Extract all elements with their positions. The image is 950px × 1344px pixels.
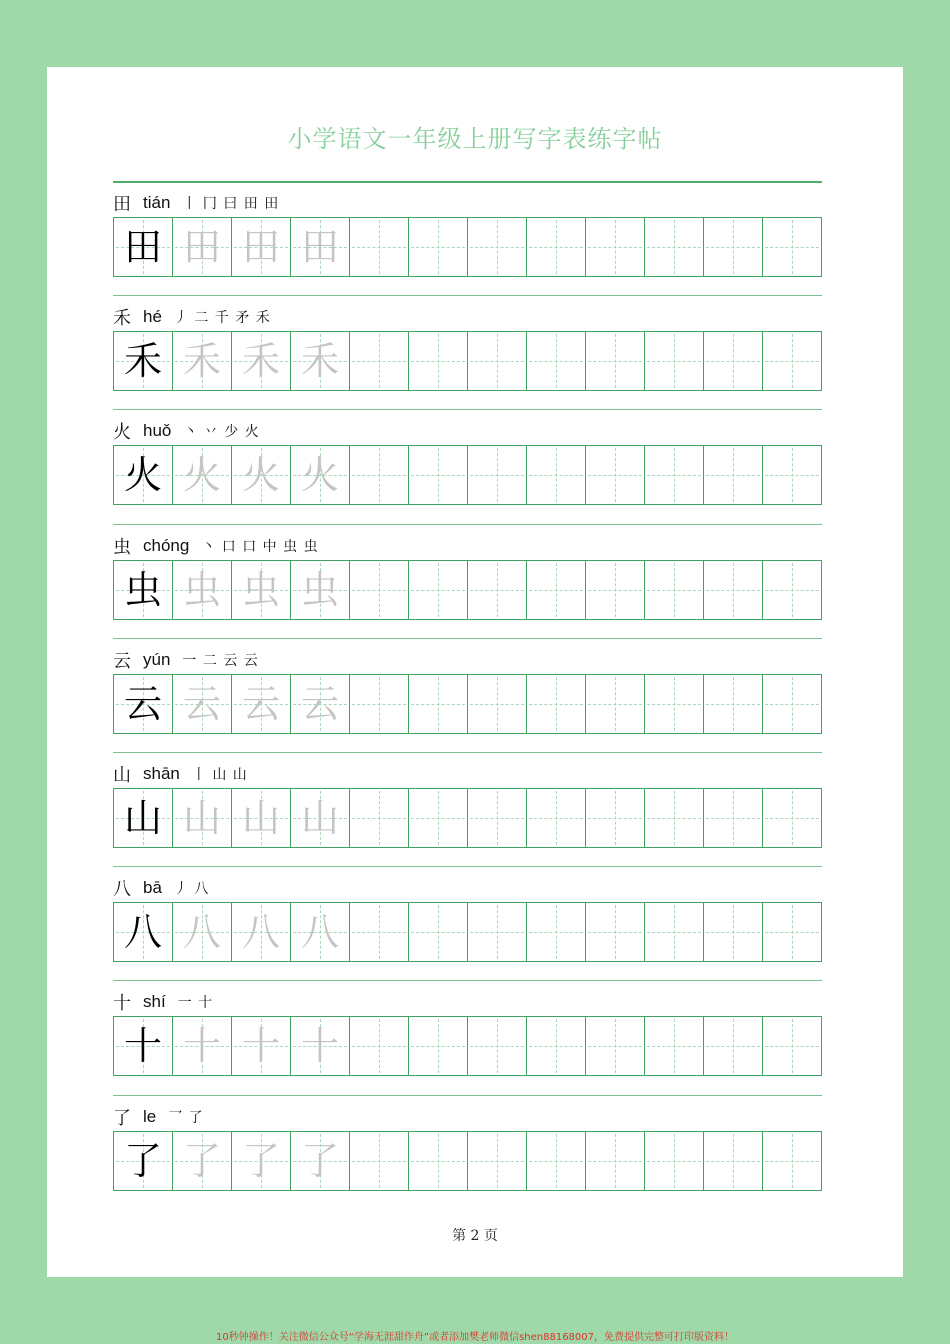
practice-row	[113, 295, 822, 409]
trace-character-cell	[231, 1017, 290, 1075]
practice-row	[113, 1095, 822, 1209]
row-divider	[113, 638, 822, 639]
empty-writing-cell[interactable]	[703, 218, 762, 276]
pinyin-label: huǒ	[143, 421, 172, 441]
empty-writing-cell[interactable]	[349, 1017, 408, 1075]
page-title: 小学语文一年级上册写字表练字帖	[287, 125, 663, 153]
writing-grid	[113, 788, 822, 848]
character-info	[113, 989, 213, 1015]
character-info	[113, 647, 259, 673]
trace-character-cell	[172, 1017, 231, 1075]
empty-writing-cell[interactable]	[467, 561, 526, 619]
trace-character-cell	[290, 675, 349, 733]
character-label: 虫	[113, 536, 131, 558]
empty-writing-cell[interactable]	[585, 1017, 644, 1075]
trace-character-cell	[290, 218, 349, 276]
empty-writing-cell[interactable]	[349, 561, 408, 619]
model-character-cell	[114, 675, 172, 733]
stroke-order: 乛 了	[168, 1109, 204, 1126]
trace-character-cell	[290, 332, 349, 390]
character-label: 山	[113, 764, 131, 786]
row-divider	[113, 409, 822, 410]
pinyin-label: hé	[143, 307, 162, 327]
trace-character-cell	[172, 789, 231, 847]
empty-writing-cell[interactable]	[762, 1132, 821, 1190]
writing-grid	[113, 217, 822, 277]
character-info	[113, 761, 248, 787]
pinyin-label: shān	[143, 763, 180, 783]
character-info	[113, 1104, 204, 1130]
trace-character-cell	[231, 332, 290, 390]
trace-character: 了	[300, 1138, 339, 1183]
empty-writing-cell[interactable]	[644, 1017, 703, 1075]
trace-character-cell	[231, 218, 290, 276]
writing-grid	[113, 674, 822, 734]
footer-notice: 10秒钟操作！关注微信公众号“学海无涯甜作舟”或者添加樊老师微信shen88168007，免费提供完整可打印版资料！	[215, 1332, 735, 1343]
empty-writing-cell[interactable]	[762, 789, 821, 847]
stroke-order: 丨 山 山	[191, 766, 248, 783]
model-character-cell	[114, 332, 172, 390]
trace-character: 八	[241, 910, 280, 955]
row-divider	[113, 524, 822, 525]
trace-character-cell	[231, 561, 290, 619]
practice-row	[113, 638, 822, 752]
empty-writing-cell[interactable]	[703, 675, 762, 733]
empty-writing-cell[interactable]	[644, 1132, 703, 1190]
model-character: 山	[123, 795, 162, 840]
worksheet-page	[47, 67, 903, 1277]
empty-writing-cell[interactable]	[526, 446, 585, 504]
character-label: 八	[113, 879, 131, 901]
empty-writing-cell[interactable]	[644, 561, 703, 619]
trace-character-cell	[172, 561, 231, 619]
empty-writing-cell[interactable]	[585, 675, 644, 733]
empty-writing-cell[interactable]	[585, 446, 644, 504]
trace-character: 禾	[241, 339, 280, 384]
character-info	[113, 304, 271, 330]
model-character-cell	[114, 1017, 172, 1075]
model-character: 了	[123, 1138, 162, 1183]
trace-character-cell	[172, 446, 231, 504]
character-label: 云	[113, 650, 131, 672]
empty-writing-cell[interactable]	[644, 789, 703, 847]
empty-writing-cell[interactable]	[349, 903, 408, 961]
empty-writing-cell[interactable]	[762, 218, 821, 276]
trace-character: 山	[241, 795, 280, 840]
trace-character-cell	[172, 218, 231, 276]
row-divider	[113, 980, 822, 981]
trace-character-cell	[290, 1132, 349, 1190]
trace-character: 八	[300, 910, 339, 955]
model-character: 虫	[123, 567, 162, 612]
row-divider	[113, 295, 822, 296]
stroke-order: 丿 二 千 矛 禾	[173, 310, 271, 327]
trace-character: 山	[300, 795, 339, 840]
practice-rows	[113, 181, 822, 1209]
trace-character: 虫	[241, 567, 280, 612]
empty-writing-cell[interactable]	[585, 1132, 644, 1190]
empty-writing-cell[interactable]	[526, 218, 585, 276]
trace-character: 虫	[300, 567, 339, 612]
model-character-cell	[114, 1132, 172, 1190]
empty-writing-cell[interactable]	[526, 1017, 585, 1075]
empty-writing-cell[interactable]	[762, 332, 821, 390]
empty-writing-cell[interactable]	[526, 789, 585, 847]
empty-writing-cell[interactable]	[526, 903, 585, 961]
empty-writing-cell[interactable]	[349, 218, 408, 276]
row-divider	[113, 181, 822, 183]
stroke-order: 一 十	[177, 995, 214, 1012]
writing-grid	[113, 1131, 822, 1191]
empty-writing-cell[interactable]	[762, 446, 821, 504]
trace-character: 禾	[300, 339, 339, 384]
empty-writing-cell[interactable]	[703, 903, 762, 961]
trace-character-cell	[290, 446, 349, 504]
empty-writing-cell[interactable]	[408, 675, 467, 733]
trace-character: 八	[182, 910, 221, 955]
character-label: 禾	[113, 308, 131, 330]
empty-writing-cell[interactable]	[585, 903, 644, 961]
trace-character: 田	[300, 225, 339, 269]
empty-writing-cell[interactable]	[585, 789, 644, 847]
trace-character-cell	[172, 332, 231, 390]
practice-row	[113, 866, 822, 980]
empty-writing-cell[interactable]	[526, 332, 585, 390]
stroke-order: 丨 冂 曰 田 田	[182, 196, 280, 212]
trace-character: 十	[241, 1024, 280, 1069]
trace-character: 火	[300, 453, 339, 498]
empty-writing-cell[interactable]	[585, 218, 644, 276]
practice-row	[113, 524, 822, 638]
model-character: 田	[123, 225, 162, 269]
empty-writing-cell[interactable]	[703, 1017, 762, 1075]
empty-writing-cell[interactable]	[467, 1132, 526, 1190]
empty-writing-cell[interactable]	[408, 332, 467, 390]
practice-row	[113, 409, 822, 523]
writing-grid	[113, 331, 822, 391]
trace-character-cell	[172, 1132, 231, 1190]
trace-character-cell	[231, 1132, 290, 1190]
empty-writing-cell[interactable]	[408, 789, 467, 847]
pinyin-label: tián	[143, 193, 171, 212]
empty-writing-cell[interactable]	[526, 561, 585, 619]
empty-writing-cell[interactable]	[349, 332, 408, 390]
empty-writing-cell[interactable]	[467, 446, 526, 504]
trace-character-cell	[290, 789, 349, 847]
pinyin-label: shí	[143, 992, 166, 1012]
trace-character-cell	[290, 561, 349, 619]
trace-character-cell	[290, 903, 349, 961]
trace-character: 禾	[182, 339, 221, 384]
model-character-cell	[114, 218, 172, 276]
trace-character: 云	[300, 681, 339, 726]
trace-character-cell	[172, 675, 231, 733]
character-label: 十	[113, 993, 131, 1015]
model-character: 八	[123, 910, 162, 955]
empty-writing-cell[interactable]	[585, 561, 644, 619]
empty-writing-cell[interactable]	[762, 903, 821, 961]
empty-writing-cell[interactable]	[349, 789, 408, 847]
empty-writing-cell[interactable]	[762, 561, 821, 619]
model-character-cell	[114, 561, 172, 619]
empty-writing-cell[interactable]	[644, 903, 703, 961]
trace-character: 云	[241, 681, 280, 726]
trace-character: 火	[241, 453, 280, 498]
empty-writing-cell[interactable]	[408, 446, 467, 504]
empty-writing-cell[interactable]	[644, 332, 703, 390]
empty-writing-cell[interactable]	[703, 332, 762, 390]
trace-character: 了	[241, 1138, 280, 1183]
empty-writing-cell[interactable]	[644, 218, 703, 276]
empty-writing-cell[interactable]	[467, 218, 526, 276]
empty-writing-cell[interactable]	[762, 1017, 821, 1075]
trace-character: 虫	[182, 567, 221, 612]
stroke-order: 一 二 云 云	[182, 652, 259, 669]
model-character: 云	[123, 681, 162, 726]
character-label: 火	[113, 422, 131, 444]
empty-writing-cell[interactable]	[703, 446, 762, 504]
pinyin-label: le	[143, 1106, 157, 1126]
trace-character: 田	[241, 225, 280, 269]
empty-writing-cell[interactable]	[467, 332, 526, 390]
model-character: 火	[123, 453, 162, 498]
empty-writing-cell[interactable]	[526, 675, 585, 733]
stroke-order: 丿 八	[173, 881, 210, 898]
writing-grid	[113, 445, 822, 505]
trace-character-cell	[231, 446, 290, 504]
character-label: 了	[113, 1107, 131, 1129]
trace-character: 云	[182, 681, 221, 726]
empty-writing-cell[interactable]	[585, 332, 644, 390]
page-number: 第 2 页	[452, 1228, 498, 1244]
trace-character: 了	[182, 1138, 221, 1183]
trace-character: 十	[300, 1024, 339, 1069]
character-info	[113, 190, 279, 216]
character-info	[113, 533, 319, 559]
model-character: 十	[123, 1024, 162, 1069]
trace-character-cell	[231, 903, 290, 961]
character-info	[113, 418, 260, 444]
pinyin-label: chóng	[143, 535, 190, 555]
trace-character: 火	[182, 453, 221, 498]
practice-row	[113, 752, 822, 866]
pinyin-label: bā	[143, 878, 162, 898]
row-divider	[113, 752, 822, 753]
row-divider	[113, 1095, 822, 1096]
trace-character-cell	[172, 903, 231, 961]
empty-writing-cell[interactable]	[467, 903, 526, 961]
empty-writing-cell[interactable]	[408, 903, 467, 961]
empty-writing-cell[interactable]	[408, 1132, 467, 1190]
empty-writing-cell[interactable]	[467, 789, 526, 847]
model-character-cell	[114, 446, 172, 504]
empty-writing-cell[interactable]	[526, 1132, 585, 1190]
trace-character: 山	[182, 795, 221, 840]
empty-writing-cell[interactable]	[703, 789, 762, 847]
stroke-order: 丶 口 口 中 虫 虫	[201, 538, 319, 555]
empty-writing-cell[interactable]	[467, 675, 526, 733]
stroke-order: 丶 丷 少 火	[183, 424, 260, 441]
character-info	[113, 875, 209, 901]
empty-writing-cell[interactable]	[349, 1132, 408, 1190]
empty-writing-cell[interactable]	[467, 1017, 526, 1075]
empty-writing-cell[interactable]	[703, 1132, 762, 1190]
model-character-cell	[114, 789, 172, 847]
writing-grid	[113, 560, 822, 620]
trace-character-cell	[231, 675, 290, 733]
empty-writing-cell[interactable]	[644, 675, 703, 733]
practice-row	[113, 181, 822, 295]
writing-grid	[113, 902, 822, 962]
empty-writing-cell[interactable]	[408, 1017, 467, 1075]
model-character-cell	[114, 903, 172, 961]
writing-grid	[113, 1016, 822, 1076]
trace-character-cell	[290, 1017, 349, 1075]
trace-character: 田	[182, 225, 221, 269]
trace-character: 十	[182, 1024, 221, 1069]
empty-writing-cell[interactable]	[762, 675, 821, 733]
empty-writing-cell[interactable]	[349, 675, 408, 733]
empty-writing-cell[interactable]	[703, 561, 762, 619]
practice-row	[113, 980, 822, 1094]
row-divider	[113, 866, 822, 867]
character-label: 田	[113, 194, 131, 215]
empty-writing-cell[interactable]	[408, 218, 467, 276]
empty-writing-cell[interactable]	[644, 446, 703, 504]
trace-character-cell	[231, 789, 290, 847]
model-character: 禾	[123, 339, 162, 384]
pinyin-label: yún	[143, 649, 171, 669]
empty-writing-cell[interactable]	[408, 561, 467, 619]
empty-writing-cell[interactable]	[349, 446, 408, 504]
